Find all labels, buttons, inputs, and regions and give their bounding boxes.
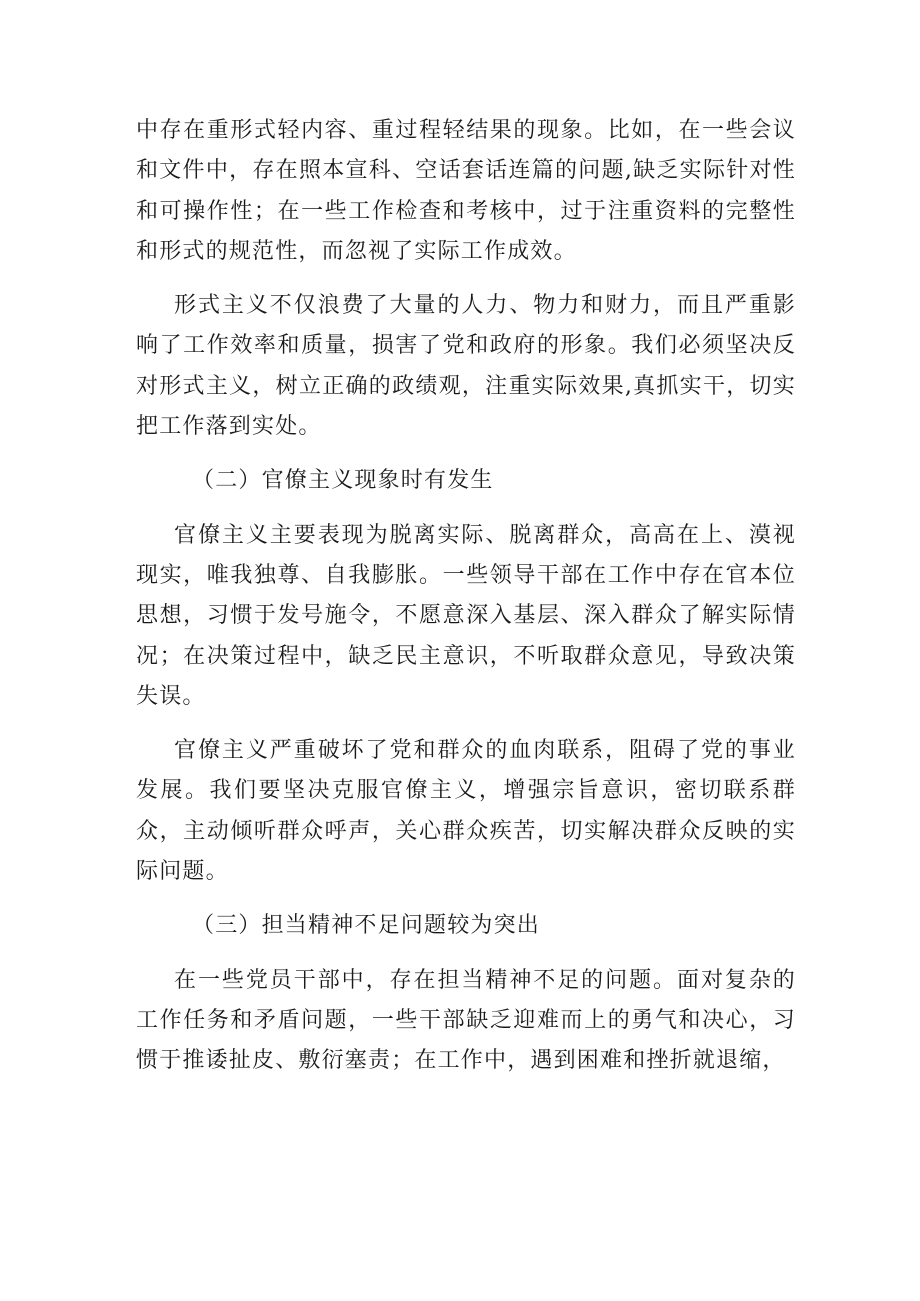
paragraph-4: 官僚主义严重破坏了党和群众的血肉联系，阻碍了党的事业发展。我们要坚决克服官僚主义，增强宗旨意识，密切联系群众，主动倾听群众呼声，关心群众疾苦，切实解决群众反映的实际问题。 — [136, 738, 796, 885]
section-heading-2: （二）官僚主义现象时有发生 — [192, 468, 494, 494]
paragraph-3: 官僚主义主要表现为脱离实际、脱离群众，高高在上、漠视现实，唯我独尊、自我膨胀。一些领导干部在工作中存在官本位思想，习惯于发号施令，不愿意深入基层、深入群众了解实际情况；在决策过程中，缺乏民主意识，不听取群众意见，导致决策失误。 — [136, 522, 796, 709]
section-heading-3: （三）担当精神不足问题较为突出 — [192, 913, 541, 939]
document-body — [136, 111, 796, 1096]
paragraph-1: 中存在重形式轻内容、重过程轻结果的现象。比如，在一些会议和文件中，存在照本宣科、空话套话连篇的问题,缺乏实际针对性和可操作性；在一些工作检查和考核中，过于注重资料的完整性和形式的规范性，而忽视了实际工作成效。 — [136, 118, 796, 264]
paragraph-2: 形式主义不仅浪费了大量的人力、物力和财力，而且严重影响了工作效率和质量，损害了党和政府的形象。我们必须坚决反对形式主义，树立正确的政绩观，注重实际效果,真抓实干，切实把工作落到实处。 — [136, 293, 796, 440]
paragraph-5: 在一些党员干部中，存在担当精神不足的问题。面对复杂的工作任务和矛盾问题，一些干部缺乏迎难而上的勇气和决心，习惯于推诿扯皮、敷衍塞责；在工作中，遇到困难和挫折就退缩， — [136, 967, 796, 1074]
